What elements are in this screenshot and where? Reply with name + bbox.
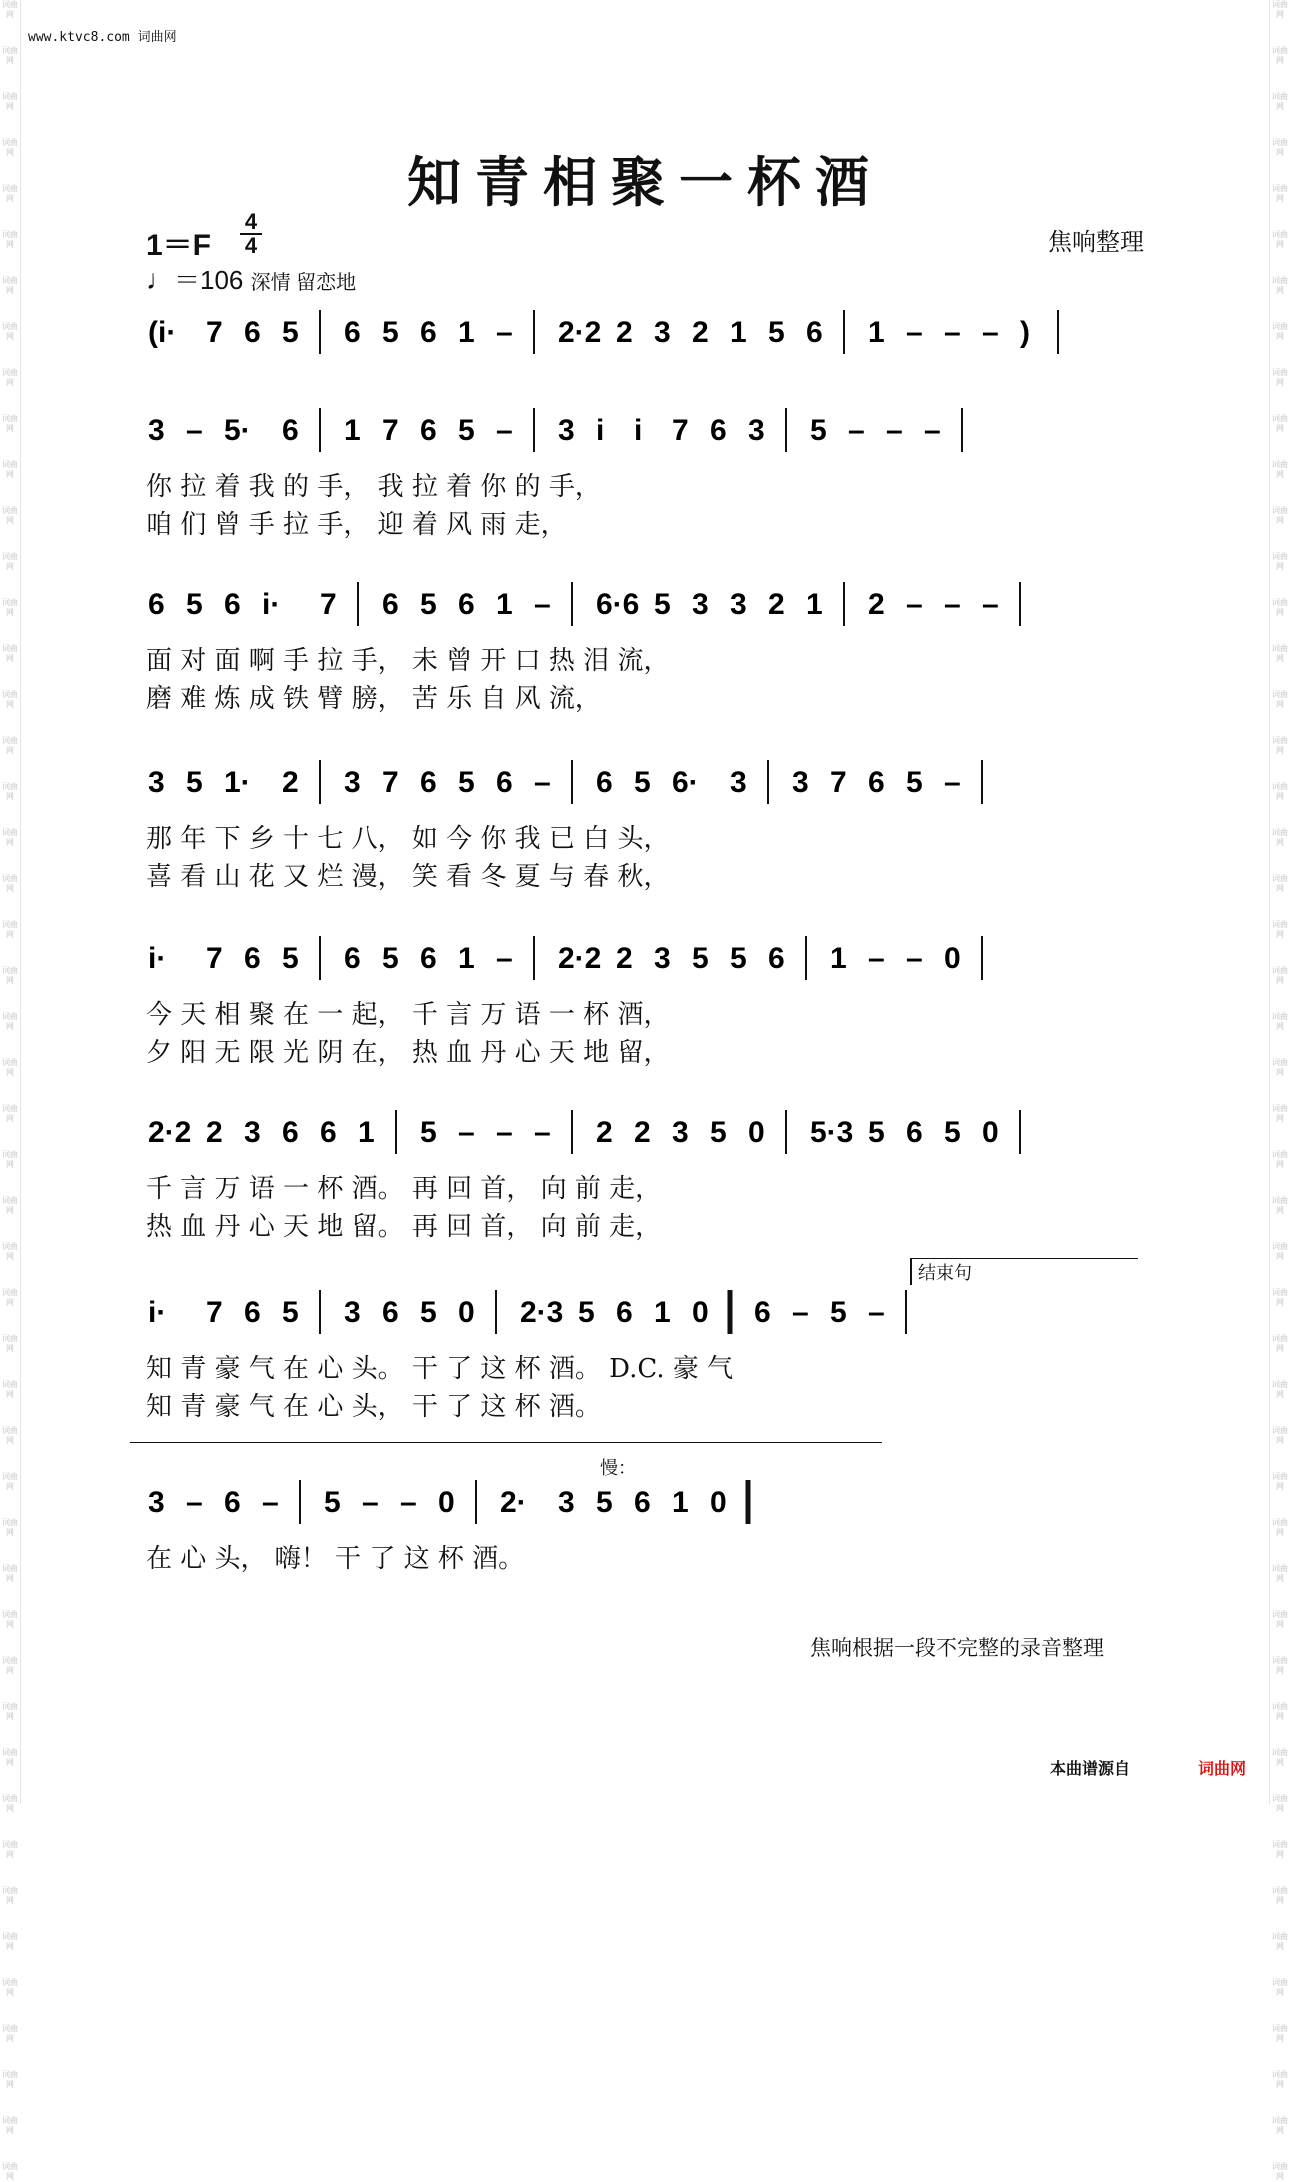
note-token: i· <box>148 1296 167 1329</box>
time-top: 4 <box>244 209 258 234</box>
note-token: 1 <box>358 1116 375 1149</box>
notation-staff <box>140 1110 1150 1170</box>
watermark-text: 词曲网 <box>2 92 18 111</box>
note-token: 3 <box>792 766 809 799</box>
note-token: 5 <box>420 1296 437 1329</box>
note-token: 3 <box>558 414 575 447</box>
watermark-text: 词曲网 <box>1272 460 1288 479</box>
note-token: 5· <box>224 414 251 447</box>
note-token: – <box>186 414 203 447</box>
note-token: 5 <box>282 1296 299 1329</box>
note-token: 2 <box>768 588 785 621</box>
note-token: – <box>534 766 551 799</box>
watermark-text: 词曲网 <box>2 46 18 65</box>
watermark-text: 词曲网 <box>2 1426 18 1445</box>
note-token: 5 <box>382 942 399 975</box>
watermark-text: 词曲网 <box>1272 1840 1288 1859</box>
note-token: 2·2 <box>558 316 602 349</box>
notation-staff <box>140 408 1150 468</box>
watermark-text: 词曲网 <box>2 1380 18 1399</box>
note-token: 6 <box>244 1296 261 1329</box>
watermark-text: 词曲网 <box>1272 1058 1288 1077</box>
watermark-text: 词曲网 <box>2 460 18 479</box>
watermark-text: 词曲网 <box>1272 92 1288 111</box>
watermark-text: 词曲网 <box>1272 414 1288 433</box>
note-token: 7 <box>382 414 399 447</box>
watermark-text: 词曲网 <box>1272 1334 1288 1353</box>
watermark-text: 词曲网 <box>1272 1886 1288 1905</box>
note-token: – <box>868 1296 885 1329</box>
notation-staff <box>140 1290 1150 1350</box>
watermark-text: 词曲网 <box>2 1104 18 1123</box>
watermark-text: 词曲网 <box>1272 874 1288 893</box>
watermark-text: 词曲网 <box>2 184 18 203</box>
watermark-text: 词曲网 <box>2 368 18 387</box>
watermark-text: 词曲网 <box>1272 1794 1288 1813</box>
note-token: 1 <box>830 942 847 975</box>
watermark-text: 词曲网 <box>1272 2116 1288 2135</box>
watermark-text: 词曲网 <box>2 1794 18 1813</box>
left-watermark-strip <box>0 0 21 2181</box>
note-token: – <box>944 766 961 799</box>
note-token: 6 <box>244 316 261 349</box>
note-token: 6· <box>672 766 699 799</box>
note-token: – <box>496 414 513 447</box>
note-token: 7 <box>672 414 689 447</box>
note-token: 1 <box>730 316 747 349</box>
note-token: 2 <box>282 766 299 799</box>
note-token: i· <box>148 942 167 975</box>
notation-staff <box>140 310 1150 370</box>
note-token: 5 <box>420 588 437 621</box>
watermark-text: 词曲网 <box>1272 2024 1288 2043</box>
watermark-text: 词曲网 <box>1272 1150 1288 1169</box>
watermark-text: 词曲网 <box>2 1656 18 1675</box>
note-token: 3 <box>730 588 747 621</box>
note-token: 1 <box>868 316 885 349</box>
watermark-text: 词曲网 <box>1272 1978 1288 1997</box>
note-token: 3 <box>148 414 165 447</box>
note-token: 0 <box>692 1296 709 1329</box>
lyric-line: 那 年 下 乡 十 七 八， 如 今 你 我 已 白 头， <box>146 824 670 854</box>
watermark-text: 词曲网 <box>1272 0 1288 19</box>
note-token: i <box>596 414 605 447</box>
notation-staff <box>140 1480 1150 1540</box>
note-token: 5 <box>596 1486 613 1519</box>
note-token: 5 <box>282 316 299 349</box>
watermark-text: 词曲网 <box>1272 598 1288 617</box>
watermark-text: 词曲网 <box>2 736 18 755</box>
lyric-line: 你 拉 着 我 的 手， 我 拉 着 你 的 手， <box>146 472 601 502</box>
note-token: 6 <box>344 942 361 975</box>
site-url: www.ktvc8.com 词曲网 <box>28 30 177 45</box>
watermark-text: 词曲网 <box>1272 322 1288 341</box>
watermark-text: 词曲网 <box>2 1472 18 1491</box>
note-token: 3 <box>558 1486 575 1519</box>
notation-staff <box>140 936 1150 996</box>
note-token: – <box>534 588 551 621</box>
note-token: 6 <box>382 588 399 621</box>
watermark-text: 词曲网 <box>2 1288 18 1307</box>
note-token: 6·6 <box>596 588 640 621</box>
watermark-text: 词曲网 <box>1272 552 1288 571</box>
watermark-text: 词曲网 <box>1272 1564 1288 1583</box>
note-token: 3 <box>692 588 709 621</box>
time-signature <box>240 209 262 258</box>
note-token: 5 <box>830 1296 847 1329</box>
watermark-text: 词曲网 <box>2 598 18 617</box>
note-token: 6 <box>224 1486 241 1519</box>
note-token: 5 <box>458 766 475 799</box>
watermark-text: 词曲网 <box>2 1334 18 1353</box>
ending-label: 结束句 <box>910 1258 1138 1285</box>
key-signature: 1＝F <box>146 229 212 262</box>
watermark-text: 词曲网 <box>2 920 18 939</box>
watermark-text: 词曲网 <box>1272 1426 1288 1445</box>
watermark-text: 词曲网 <box>2 1196 18 1215</box>
note-token: – <box>906 588 923 621</box>
note-token: 7 <box>320 588 337 621</box>
note-token: 2 <box>692 316 709 349</box>
watermark-text: 词曲网 <box>1272 2070 1288 2089</box>
quarter-note-icon: ♩ <box>146 264 174 295</box>
watermark-text: 词曲网 <box>1272 920 1288 939</box>
note-token: 3 <box>148 1486 165 1519</box>
watermark-text: 词曲网 <box>2 782 18 801</box>
watermark-text: 词曲网 <box>1272 46 1288 65</box>
transcription-note: 焦响根据一段不完整的录音整理 <box>810 1637 1104 1660</box>
note-token: 2 <box>868 588 885 621</box>
note-token: 5 <box>692 942 709 975</box>
note-token: – <box>458 1116 475 1149</box>
tempo-annotation: 慢： <box>600 1458 636 1478</box>
watermark-text: 词曲网 <box>1272 230 1288 249</box>
watermark-text: 词曲网 <box>2 414 18 433</box>
watermark-text: 词曲网 <box>1272 138 1288 157</box>
note-token: 5·3 <box>810 1116 854 1149</box>
note-token: 3 <box>654 316 671 349</box>
watermark-text: 词曲网 <box>1272 1472 1288 1491</box>
source-label: 本曲谱源自 <box>1050 1761 1131 1778</box>
watermark-text: 词曲网 <box>1272 1656 1288 1675</box>
note-token: 3 <box>344 766 361 799</box>
note-token: 6 <box>320 1116 337 1149</box>
note-token: 6 <box>420 414 437 447</box>
note-token: 3 <box>672 1116 689 1149</box>
note-token: 3 <box>244 1116 261 1149</box>
watermark-text: 词曲网 <box>2 828 18 847</box>
note-token: 3 <box>730 766 747 799</box>
note-token: 5 <box>730 942 747 975</box>
watermark-text: 词曲网 <box>2 2162 18 2181</box>
lyric-line: 热 血 丹 心 天 地 留。 再 回 首， 向 前 走， <box>146 1212 662 1242</box>
note-token: 5 <box>634 766 651 799</box>
note-token: – <box>534 1116 551 1149</box>
note-token: 6 <box>224 588 241 621</box>
watermark-text: 词曲网 <box>1272 782 1288 801</box>
note-token: 3 <box>344 1296 361 1329</box>
lyric-line: 在 心 头， 嗨！ 干 了 这 杯 酒。 <box>146 1544 525 1574</box>
note-token: 0 <box>438 1486 455 1519</box>
note-token: 7 <box>206 942 223 975</box>
note-token: – <box>886 414 903 447</box>
watermark-text: 词曲网 <box>2 230 18 249</box>
watermark-text: 词曲网 <box>2 0 18 19</box>
watermark-text: 词曲网 <box>1272 1518 1288 1537</box>
note-token: 5 <box>186 766 203 799</box>
note-token: 6 <box>420 316 437 349</box>
note-token: – <box>362 1486 379 1519</box>
watermark-text: 词曲网 <box>2 1058 18 1077</box>
watermark-text: 词曲网 <box>2 276 18 295</box>
lyric-line: 面 对 面 啊 手 拉 手， 未 曾 开 口 热 泪 流， <box>146 646 670 676</box>
note-token: – <box>982 588 999 621</box>
watermark-text: 词曲网 <box>2 1886 18 1905</box>
note-token: 5 <box>768 316 785 349</box>
lyric-line: 知 青 豪 气 在 心 头。 干 了 这 杯 酒。 D.C. 豪 气 <box>146 1354 734 1384</box>
note-token: 6 <box>754 1296 771 1329</box>
watermark-text: 词曲网 <box>2 1840 18 1859</box>
note-token: – <box>496 942 513 975</box>
note-token: 1 <box>654 1296 671 1329</box>
watermark-text: 词曲网 <box>2 690 18 709</box>
note-token: 1· <box>224 766 251 799</box>
note-token: 5 <box>868 1116 885 1149</box>
note-token: 7 <box>206 1296 223 1329</box>
note-token: – <box>944 588 961 621</box>
watermark-text: 词曲网 <box>2 322 18 341</box>
note-token: 0 <box>982 1116 999 1149</box>
watermark-text: 词曲网 <box>2 1242 18 1261</box>
watermark-text: 词曲网 <box>2 2070 18 2089</box>
note-token: 0 <box>748 1116 765 1149</box>
note-token: 6 <box>616 1296 633 1329</box>
watermark-text: 词曲网 <box>1272 644 1288 663</box>
watermark-text: 词曲网 <box>1272 1196 1288 1215</box>
note-token: 5 <box>458 414 475 447</box>
note-token: 7 <box>206 316 223 349</box>
note-token: 2 <box>634 1116 651 1149</box>
watermark-text: 词曲网 <box>1272 1104 1288 1123</box>
note-token: 5 <box>282 942 299 975</box>
note-token: 0 <box>944 942 961 975</box>
note-token: – <box>868 942 885 975</box>
note-token: – <box>848 414 865 447</box>
tempo-marking <box>146 260 356 297</box>
note-token: 7 <box>382 766 399 799</box>
note-token: 1 <box>458 942 475 975</box>
lyric-line: 磨 难 炼 成 铁 臂 膀， 苦 乐 自 风 流， <box>146 684 601 714</box>
watermark-text: 词曲网 <box>1272 966 1288 985</box>
note-token: ) <box>1020 316 1030 349</box>
note-token: 2·2 <box>148 1116 192 1149</box>
watermark-text: 词曲网 <box>2 138 18 157</box>
watermark-text: 词曲网 <box>1272 736 1288 755</box>
note-token: – <box>924 414 941 447</box>
note-token: 1 <box>806 588 823 621</box>
watermark-text: 词曲网 <box>2 1932 18 1951</box>
watermark-text: 词曲网 <box>2 1518 18 1537</box>
note-token: 2 <box>596 1116 613 1149</box>
note-token: 6 <box>282 1116 299 1149</box>
note-token: 2 <box>616 942 633 975</box>
watermark-text: 词曲网 <box>2 2116 18 2135</box>
note-token: 5 <box>578 1296 595 1329</box>
note-token: 6 <box>420 766 437 799</box>
notation-staff <box>140 582 1150 642</box>
note-token: 6 <box>868 766 885 799</box>
notation-staff <box>140 760 1150 820</box>
note-token: 6 <box>344 316 361 349</box>
note-token: – <box>400 1486 417 1519</box>
note-token: 5 <box>186 588 203 621</box>
note-token: 5 <box>810 414 827 447</box>
time-bottom: 4 <box>244 233 258 258</box>
note-token: 5 <box>906 766 923 799</box>
watermark-text: 词曲网 <box>2 1012 18 1031</box>
note-token: 5 <box>944 1116 961 1149</box>
note-token: i <box>634 414 643 447</box>
expression-text: 深情 留恋地 <box>250 272 357 294</box>
note-token: – <box>792 1296 809 1329</box>
note-token: 6 <box>906 1116 923 1149</box>
note-token: 6 <box>710 414 727 447</box>
watermark-text: 词曲网 <box>1272 276 1288 295</box>
note-token: 5 <box>654 588 671 621</box>
note-token: 1 <box>458 316 475 349</box>
note-token: 2 <box>616 316 633 349</box>
watermark-text: 词曲网 <box>1272 1288 1288 1307</box>
watermark-text: 词曲网 <box>2 1978 18 1997</box>
note-token: – <box>982 316 999 349</box>
watermark-text: 词曲网 <box>1272 184 1288 203</box>
note-token: 1 <box>344 414 361 447</box>
note-token: 5 <box>710 1116 727 1149</box>
watermark-text: 词曲网 <box>1272 1380 1288 1399</box>
watermark-text: 词曲网 <box>2 1748 18 1767</box>
watermark-text: 词曲网 <box>2 1702 18 1721</box>
watermark-text: 词曲网 <box>1272 1012 1288 1031</box>
watermark-text: 词曲网 <box>1272 690 1288 709</box>
note-token: 6 <box>458 588 475 621</box>
song-title: 知青相聚一杯酒 <box>407 150 883 214</box>
watermark-text: 词曲网 <box>1272 1748 1288 1767</box>
note-token: 2·2 <box>558 942 602 975</box>
watermark-text: 词曲网 <box>1272 368 1288 387</box>
source-link[interactable]: 词曲网 <box>1198 1761 1247 1778</box>
note-token: – <box>906 316 923 349</box>
watermark-text: 词曲网 <box>2 552 18 571</box>
note-token: 6 <box>596 766 613 799</box>
note-token: 1 <box>672 1486 689 1519</box>
note-token: 6 <box>496 766 513 799</box>
watermark-text: 词曲网 <box>1272 828 1288 847</box>
lyric-line: 夕 阳 无 限 光 阴 在， 热 血 丹 心 天 地 留， <box>146 1038 670 1068</box>
note-token: 2 <box>206 1116 223 1149</box>
note-token: – <box>944 316 961 349</box>
watermark-text: 词曲网 <box>2 874 18 893</box>
watermark-text: 词曲网 <box>1272 1242 1288 1261</box>
note-token: 6 <box>148 588 165 621</box>
note-token: – <box>186 1486 203 1519</box>
note-token: (i· <box>148 316 177 349</box>
note-token: 6 <box>420 942 437 975</box>
note-token: – <box>496 1116 513 1149</box>
note-token: 3 <box>748 414 765 447</box>
note-token: 6 <box>768 942 785 975</box>
lyric-line: 喜 看 山 花 又 烂 漫， 笑 看 冬 夏 与 春 秋， <box>146 862 670 892</box>
watermark-text: 词曲网 <box>2 506 18 525</box>
note-token: 3 <box>148 766 165 799</box>
lyric-line: 咱 们 曾 手 拉 手， 迎 着 风 雨 走， <box>146 510 567 540</box>
note-token: i· <box>262 588 281 621</box>
watermark-text: 词曲网 <box>2 1150 18 1169</box>
note-token: – <box>496 316 513 349</box>
note-token: 2·3 <box>520 1296 564 1329</box>
ending-bracket <box>130 1442 882 1443</box>
watermark-text: 词曲网 <box>1272 1932 1288 1951</box>
note-token: 0 <box>710 1486 727 1519</box>
watermark-text: 词曲网 <box>1272 1610 1288 1629</box>
note-token: 5 <box>420 1116 437 1149</box>
note-token: 6 <box>806 316 823 349</box>
tempo-value: ＝106 <box>174 265 244 295</box>
note-token: 7 <box>830 766 847 799</box>
lyric-line: 今 天 相 聚 在 一 起， 千 言 万 语 一 杯 酒， <box>146 1000 670 1030</box>
lyric-line: 千 言 万 语 一 杯 酒。 再 回 首， 向 前 走， <box>146 1174 662 1204</box>
note-token: – <box>906 942 923 975</box>
watermark-text: 词曲网 <box>2 644 18 663</box>
note-token: 1 <box>496 588 513 621</box>
arranger-credit: 焦响整理 <box>1048 228 1144 256</box>
watermark-text: 词曲网 <box>2 966 18 985</box>
note-token: 2· <box>500 1486 527 1519</box>
note-token: 0 <box>458 1296 475 1329</box>
watermark-text: 词曲网 <box>1272 1702 1288 1721</box>
watermark-text: 词曲网 <box>1272 2162 1288 2181</box>
note-token: 6 <box>382 1296 399 1329</box>
note-token: 6 <box>282 414 299 447</box>
note-token: 6 <box>634 1486 651 1519</box>
watermark-text: 词曲网 <box>2 1564 18 1583</box>
note-token: 5 <box>324 1486 341 1519</box>
note-token: – <box>262 1486 279 1519</box>
note-token: 3 <box>654 942 671 975</box>
watermark-text: 词曲网 <box>1272 506 1288 525</box>
lyric-line: 知 青 豪 气 在 心 头， 干 了 这 杯 酒。 <box>146 1392 601 1422</box>
watermark-text: 词曲网 <box>2 1610 18 1629</box>
note-token: 6 <box>244 942 261 975</box>
right-watermark-strip <box>1269 0 1290 2181</box>
note-token: 5 <box>382 316 399 349</box>
watermark-text: 词曲网 <box>2 2024 18 2043</box>
